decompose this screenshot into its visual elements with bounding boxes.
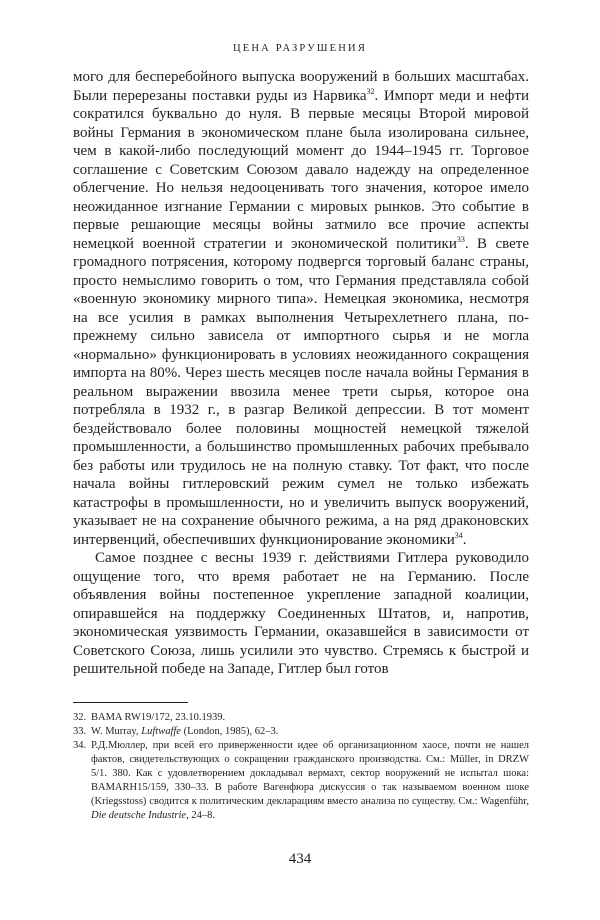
footnote-separator — [73, 702, 188, 703]
paragraph-2: Самое позднее с весны 1939 г. действиями Гитлера руководило ощущение того, что время работает не на Германию. После объявления войны постепенное укрепление западной коалиции, опиравшейся на поддержку Соединенных Штатов, и, напротив, экономическая уязвимость Германии, оказавшейся в зависимости от Советского Союза, лишь усилили это чувство. Стремясь к быстрой и решительной победе на Западе, Гитлер был готов — [73, 550, 529, 677]
footnote-text: BAMA RW19/172, 23.10.1939. — [91, 712, 226, 723]
footnotes — [73, 711, 529, 823]
paragraph-1 — [73, 68, 529, 549]
footnote-text — [91, 725, 529, 739]
footnote-number: 34. — [73, 740, 87, 751]
footnote-32 — [73, 711, 529, 725]
note-ref-33[interactable]: 33 — [456, 234, 465, 244]
footnote-text — [91, 739, 529, 823]
footnote-text-part: Р.Д.Мюллер, при всей его приверженности идее об организационном хаосе, почти не нашел фактов, свидетельствующих о сокращении гражданского производства. См.: Müller, in DRZW 5/1. 380. Как с удовлетворением докладывал вермахт, сектор вооружений не испытал шока: BAMARH15/159, 330–33. В работе Вагенфюра дискуссия о так называемом военном шоке (Kriegsstoss) сводится к политическим декларациям вместо анализа по существу. См.: Wagenführ, — [91, 740, 529, 807]
footnote-text-part: , 24–8. — [186, 810, 215, 821]
note-ref-34[interactable]: 34 — [454, 530, 463, 540]
footnote-number: 33. — [73, 726, 87, 737]
book-title: Die deutsche Industrie — [91, 810, 187, 821]
paragraph-1-part-d: . — [462, 531, 467, 548]
footnote-text-part: (London, 1985), 62–3. — [180, 726, 279, 737]
paragraph-1-part-b: . Импорт меди и нефти сократился буквально до нуля. В первые месяцы Второй мировой войны Германия в экономическом плане была изолирована сильнее, чем в какой-либо последующий момент до 1944–1945 гг. Торговое соглашение с Советским Союзом давало надежду на определенное облегчение. Но нельзя недооценивать того значения, которое имело неожиданное изгнание Германии с мировых рынков. Это событие в первые решающие месяцы войны затмило все прочие аспекты немецкой военной стратегии и экономической политики — [73, 87, 529, 252]
footnote-number: 32. — [73, 712, 87, 723]
page-number: 434 — [288, 851, 312, 867]
footnote-34 — [73, 739, 529, 823]
main-text — [73, 68, 529, 679]
note-ref-32[interactable]: 32 — [366, 86, 375, 96]
paragraph-1-part-c: . В свете громадного потрясения, которому подвергся торговый баланс страны, просто немыслимо говорить о том, что Германия представляла собой «военную экономику мирного типа». Немецкая экономика, несмотря на все усилия в рамках выполнения Четырехлетнего плана, по-прежнему сильно зависела от импортного сырья и не могла «нормально» функционировать в условиях неожиданного сокращения импорта на 80%. Через шесть месяцев после начала войны Германия в реальном выражении ввозила менее трети сырья, которое она потребляла в 1932 г., в разгар Великой депрессии. В тот момент бездействовало более половины мощностей немецкой тяжелой промышленности, а большинство промышленных рабочих пребывало без работы или трудилось не на полную ставку. Тот факт, что после начала войны гитлеровский режим сумел не только избежать катастрофы в промышленности, но и увеличить выпуск вооружений, указывает не на сохранение обычного режима, а на ряд драконовских интервенций, обеспечивших функционирование экономики — [73, 235, 530, 548]
footnote-text-part: W. Murray, — [91, 726, 142, 737]
footnote-33 — [73, 725, 529, 739]
running-title: ЦЕНА РАЗРУШЕНИЯ — [232, 43, 368, 54]
book-title: Luftwaffe — [141, 726, 181, 737]
paragraph-1-part-a: мого для бесперебойного выпуска вооружений в больших масштабах. Были перерезаны поставки руды из Нарвика — [73, 69, 529, 104]
